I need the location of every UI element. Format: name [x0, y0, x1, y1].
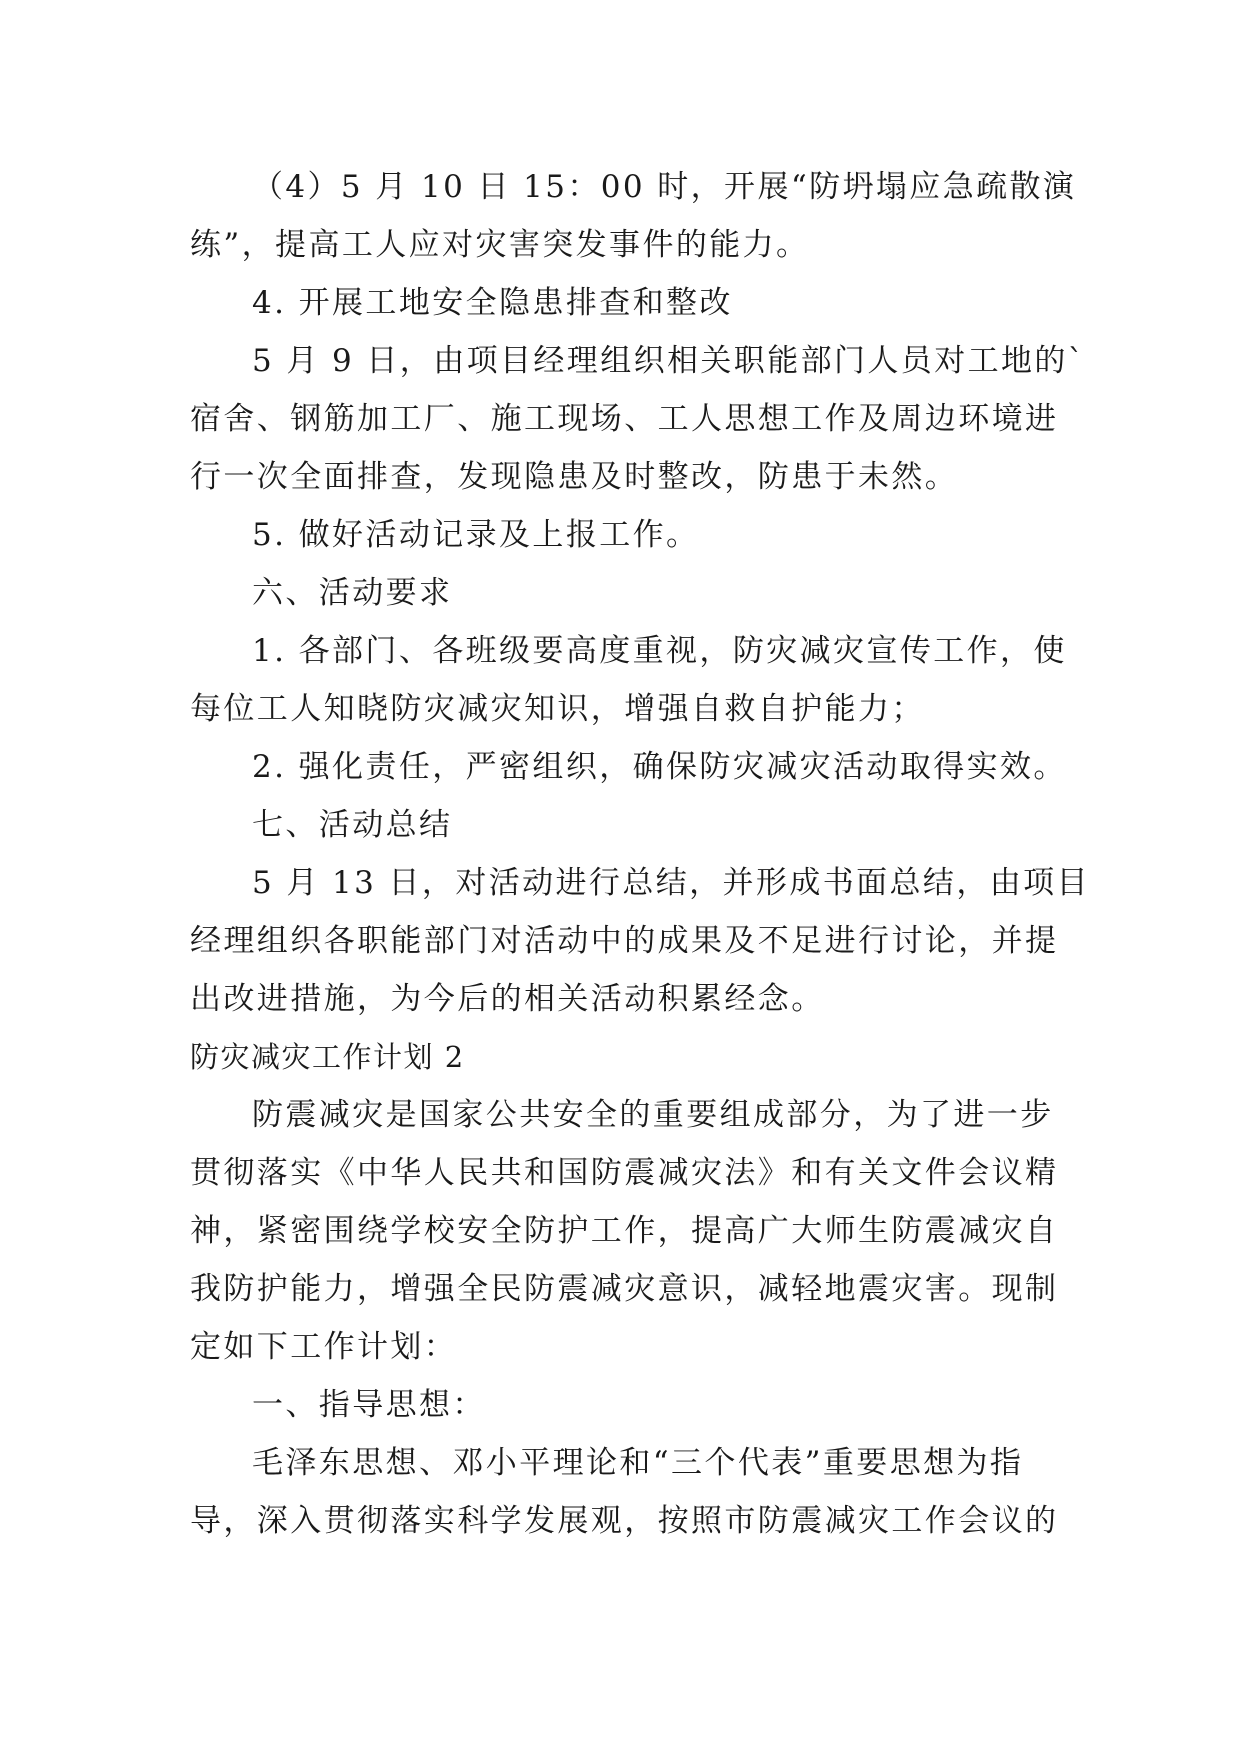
- paragraph-line: 5 月 9 日，由项目经理组织相关职能部门人员对工地的`: [252, 343, 1086, 379]
- paragraph-line: 定如下工作计划：: [190, 1329, 458, 1365]
- section-heading: 七、活动总结: [252, 807, 453, 843]
- paragraph-line: 1. 各部门、各班级要高度重视，防灾减灾宣传工作，使: [252, 633, 1067, 669]
- paragraph-line: 2. 强化责任，严密组织，确保防灾减灾活动取得实效。: [252, 749, 1067, 785]
- paragraph-line: 导，深入贯彻落实科学发展观，按照市防震减灾工作会议的: [190, 1503, 1059, 1539]
- paragraph-line: 贯彻落实《中华人民共和国防震减灾法》和有关文件会议精: [190, 1155, 1059, 1191]
- section-heading: 5. 做好活动记录及上报工作。: [252, 517, 700, 553]
- paragraph-line: 神，紧密围绕学校安全防护工作，提高广大师生防震减灾自: [190, 1213, 1059, 1249]
- document-title: 防灾减灾工作计划 2: [190, 1040, 465, 1074]
- paragraph-line: 每位工人知晓防灾减灾知识，增强自救自护能力；: [190, 691, 925, 727]
- section-heading: 六、活动要求: [252, 575, 453, 611]
- paragraph-line: 防震减灾是国家公共安全的重要组成部分，为了进一步: [252, 1097, 1054, 1133]
- paragraph-line: 5 月 13 日，对活动进行总结，并形成书面总结，由项目: [252, 865, 1090, 901]
- section-heading: 一、指导思想：: [252, 1387, 486, 1423]
- paragraph-line: 出改进措施，为今后的相关活动积累经念。: [190, 981, 825, 1017]
- section-heading: 4. 开展工地安全隐患排查和整改: [252, 285, 733, 321]
- paragraph-line: 毛泽东思想、邓小平理论和“三个代表”重要思想为指: [252, 1445, 1024, 1481]
- paragraph-line: 我防护能力，增强全民防震减灾意识，减轻地震灾害。现制: [190, 1271, 1059, 1307]
- paragraph-line: 行一次全面排查，发现隐患及时整改，防患于未然。: [190, 459, 959, 495]
- paragraph-line: （4）5 月 10 日 15：00 时，开展“防坍塌应急疏散演: [252, 169, 1077, 205]
- paragraph-line: 练”，提高工人应对灾害突发事件的能力。: [190, 227, 810, 263]
- paragraph-line: 宿舍、钢筋加工厂、施工现场、工人思想工作及周边环境进: [190, 401, 1059, 437]
- paragraph-line: 经理组织各职能部门对活动中的成果及不足进行讨论，并提: [190, 923, 1059, 959]
